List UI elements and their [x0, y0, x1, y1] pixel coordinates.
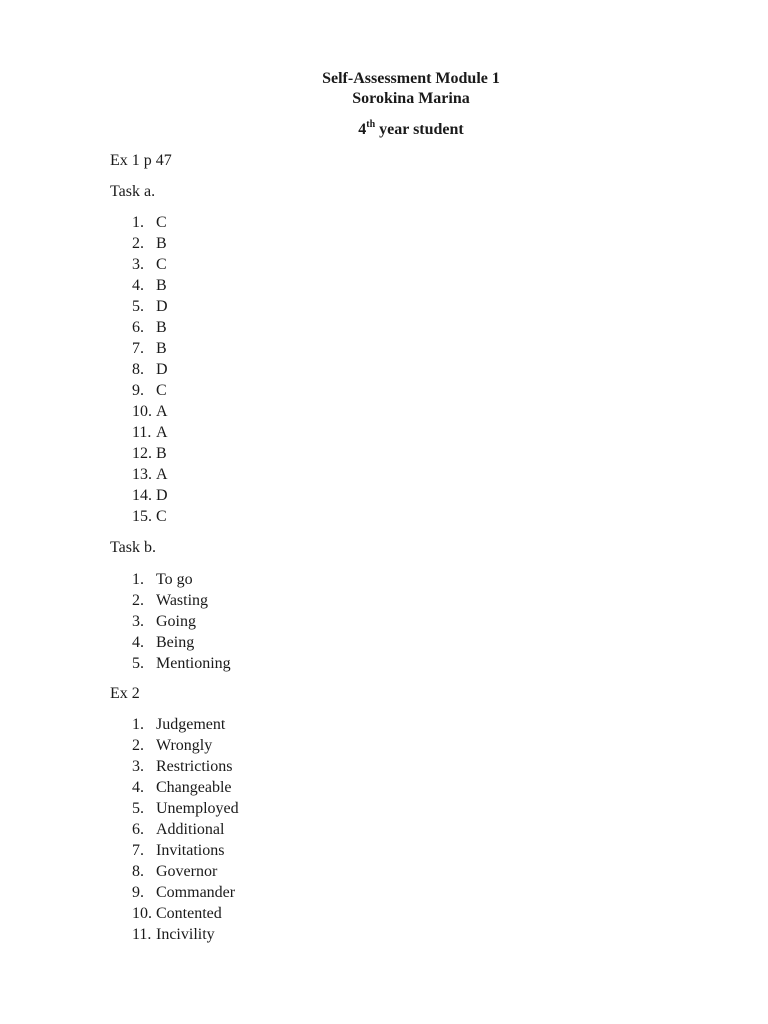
list-item-answer: C — [156, 508, 167, 525]
list-item-answer: Additional — [156, 821, 225, 838]
list-item-answer: Invitations — [156, 842, 225, 859]
list-item-number: 4. — [132, 779, 144, 796]
list-item-answer: B — [156, 277, 167, 294]
list-item-number: 9. — [132, 382, 144, 399]
list-item-number: 6. — [132, 821, 144, 838]
list-item-number: 8. — [132, 863, 144, 880]
list-item-answer: B — [156, 340, 167, 357]
list-item-number: 4. — [132, 277, 144, 294]
list-item-number: 9. — [132, 884, 144, 901]
exercise-2-heading: Ex 2 — [110, 685, 140, 702]
list-item-answer: Judgement — [156, 716, 226, 733]
list-item-number: 10. — [132, 905, 152, 922]
list-item-number: 14. — [132, 487, 152, 504]
list-item-number: 11. — [132, 926, 152, 943]
list-item-answer: Mentioning — [156, 655, 231, 672]
list-item-number: 5. — [132, 298, 144, 315]
list-item-answer: Wrongly — [156, 737, 213, 754]
list-item-number: 1. — [132, 716, 144, 733]
list-item-number: 12. — [132, 445, 152, 462]
list-item-answer: Going — [156, 613, 196, 630]
list-item-answer: C — [156, 256, 167, 273]
list-item-number: 13. — [132, 466, 152, 483]
list-item-answer: Unemployed — [156, 800, 239, 817]
list-item-answer: Commander — [156, 884, 236, 901]
list-item-answer: A — [156, 424, 168, 441]
list-item-number: 11. — [132, 424, 152, 441]
list-item-number: 6. — [132, 319, 144, 336]
list-item-answer: B — [156, 235, 167, 252]
list-item-answer: C — [156, 382, 167, 399]
list-item-answer: D — [156, 487, 168, 504]
list-item-number: 1. — [132, 571, 144, 588]
list-item-number: 7. — [132, 842, 144, 859]
list-item-answer: Governor — [156, 863, 218, 880]
list-item-answer: Changeable — [156, 779, 232, 796]
list-item-answer: C — [156, 214, 167, 231]
student-year — [0, 120, 768, 140]
list-item-number: 2. — [132, 592, 144, 609]
list-item-answer: Contented — [156, 905, 222, 922]
list-item-number: 15. — [132, 508, 152, 525]
list-item-number: 1. — [132, 214, 144, 231]
list-item-answer: A — [156, 403, 168, 420]
list-item-number: 5. — [132, 655, 144, 672]
year-suffix: th — [366, 118, 376, 130]
document-title: Self-Assessment Module 1 — [322, 70, 500, 87]
author-name: Sorokina Marina — [352, 90, 470, 107]
list-item-number: 3. — [132, 758, 144, 775]
list-item-answer: Wasting — [156, 592, 209, 609]
list-item-number: 2. — [132, 737, 144, 754]
task-a-heading: Task a. — [110, 183, 156, 200]
list-item-number: 10. — [132, 403, 152, 420]
list-item-answer: D — [156, 361, 168, 378]
list-item-answer: B — [156, 445, 167, 462]
list-item-answer: B — [156, 319, 167, 336]
list-item-number: 5. — [132, 800, 144, 817]
list-item-answer: Restrictions — [156, 758, 233, 775]
list-item-number: 3. — [132, 256, 144, 273]
list-item-number: 7. — [132, 340, 144, 357]
year-number: 4 — [358, 121, 367, 138]
list-item-answer: Incivility — [156, 926, 215, 943]
task-b-heading: Task b. — [110, 539, 156, 556]
list-item-answer: A — [156, 466, 168, 483]
year-rest: year student — [375, 121, 464, 138]
list-item-answer: Being — [156, 634, 195, 651]
list-item-number: 3. — [132, 613, 144, 630]
list-item-number: 4. — [132, 634, 144, 651]
exercise-1-heading: Ex 1 p 47 — [110, 152, 172, 169]
list-item-number: 8. — [132, 361, 144, 378]
list-item-answer: To go — [156, 571, 193, 588]
list-item-answer: D — [156, 298, 168, 315]
list-item-number: 2. — [132, 235, 144, 252]
